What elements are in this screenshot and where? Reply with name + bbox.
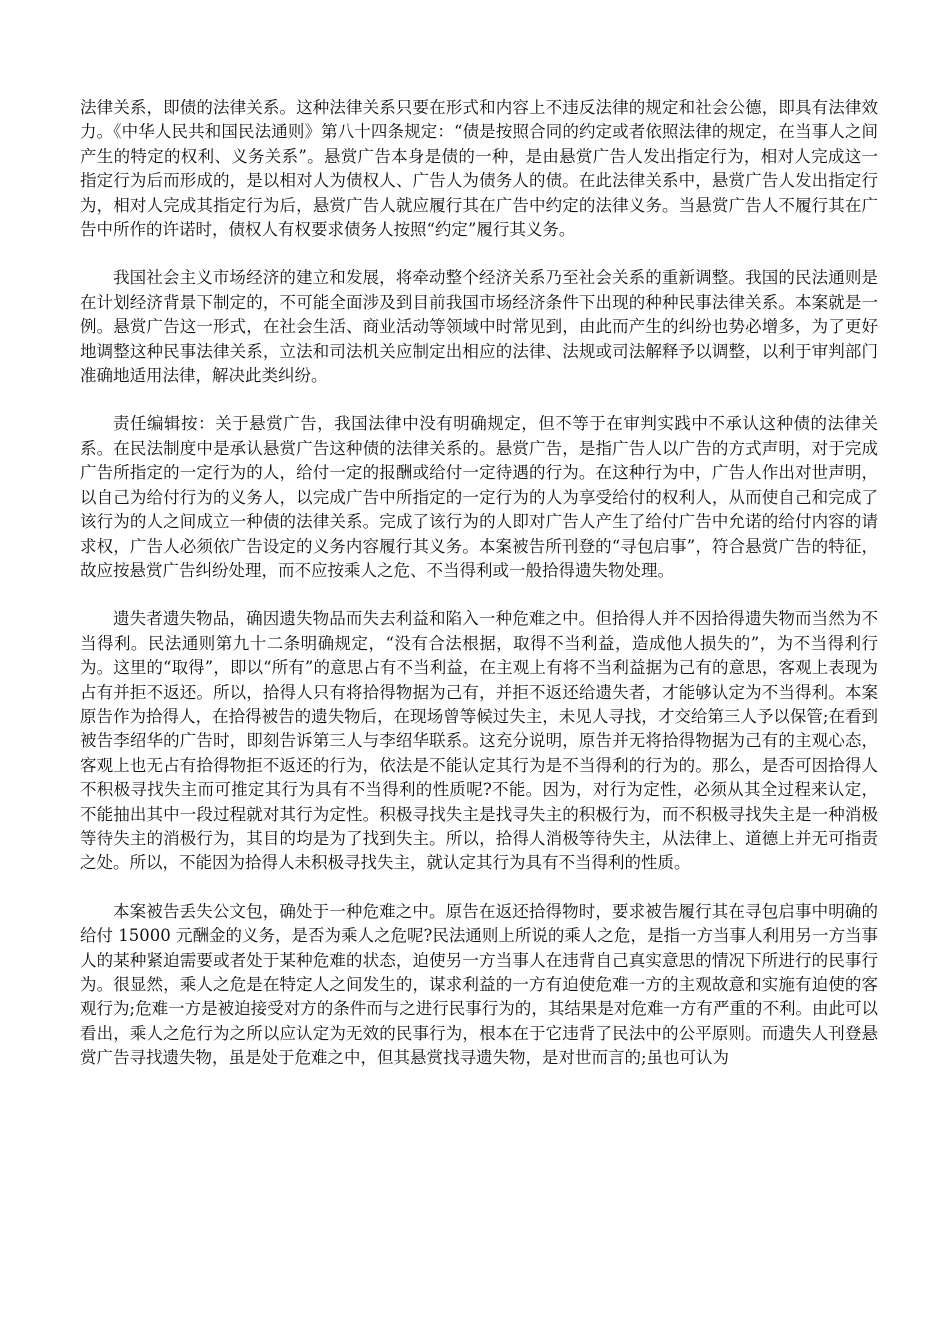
paragraph-unjust-enrichment: 遗失者遗失物品，确因遗失物品而失去利益和陷入一种危难之中。但拾得人并不因拾得遗失物而当然为不当得利。民法通则第九十二条明确规定，“没有合法根据，取得不当利益，造成他人损失的”，为不当得利行为。这里的“取得”，即以“所有”的意思占有不当利益，在主观上有将不当利益据为己有的意思，客观上表现为占有并拒不返还。所以，拾得人只有将拾得物据为己有，并拒不返还给遗失者，才能够认定为不当得利。本案原告作为拾得人，在拾得被告的遗失物后，在现场曾等候过失主，未见人寻找，才交给第三人予以保管;在看到被告李绍华的广告时，即刻告诉第三人与李绍华联系。这充分说明，原告并无将拾得物据为己有的主观心态，客观上也无占有拾得物拒不返还的行为，依法是不能认定其行为是不当得利的行为的。那么，是否可因拾得人不积极寻找失主而可推定其行为具有不当得利的性质呢?不能。因为，对行为定性，必须从其全过程来认定，不能抽出其中一段过程就对其行为定性。积极寻找失主是找寻失主的积极行为，而不积极寻找失主是一种消极等待失主的消极行为，其目的均是为了找到失主。所以，拾得人消极等待失主，从法律上、道德上并无可指责之处。所以，不能因为拾得人未积极寻找失主，就认定其行为具有不当得利的性质。 <box>80 609 878 873</box>
paragraph-market-economy: 我国社会主义市场经济的建立和发展，将牵动整个经济关系乃至社会关系的重新调整。我国的民法通则是在计划经济背景下制定的，不可能全面涉及到目前我国市场经济条件下出现的种种民事法律关系。本案就是一例。悬赏广告这一形式，在社会生活、商业活动等领域中时常见到，由此而产生的纠纷也势必增多，为了更好地调整这种民事法律关系，立法和司法机关应制定出相应的法律、法规或司法解释予以调整，以利于审判部门准确地适用法律，解决此类纠纷。 <box>80 268 878 386</box>
paragraph-editor-note: 责任编辑按：关于悬赏广告，我国法律中没有明确规定，但不等于在审判实践中不承认这种债的法律关系。在民法制度中是承认悬赏广告这种债的法律关系的。悬赏广告，是指广告人以广告的方式声明，对于完成广告所指定的一定行为的人，给付一定的报酬或给付一定待遇的行为。在这种行为中，广告人作出对世声明，以自己为给付行为的义务人，以完成广告中所指定的一定行为的人为享受给付的权利人，从而使自己和完成了该行为的人之间成立一种债的法律关系。完成了该行为的人即对广告人产生了给付广告中允诺的给付内容的请求权，广告人必须依广告设定的义务内容履行其义务。本案被告所刊登的“寻包启事”，符合悬赏广告的特征，故应按悬赏广告纠纷处理，而不应按乘人之危、不当得利或一般拾得遗失物处理。 <box>80 414 878 580</box>
document-page <box>80 96 878 1071</box>
paragraph-taking-advantage: 本案被告丢失公文包，确处于一种危难之中。原告在返还拾得物时，要求被告履行其在寻包启事中明确的给付 15000 元酬金的义务，是否为乘人之危呢?民法通则上所说的乘人之危，是指一方当事人利用另一方当事人的某种紧迫需要或者处于某种危难的状态，迫使另一方当事人在违背自己真实意思的情况下所进行的民事行为。很显然，乘人之危是在特定人之间发生的，谋求利益的一方有迫使危难一方的主观故意和实施有迫使的客观行为;危难一方是被迫接受对方的条件而与之进行民事行为的，其结果是对危难一方有严重的不利。由此可以看出，乘人之危行为之所以应认定为无效的民事行为，根本在于它违背了民法中的公平原则。而遗失人刊登悬赏广告寻找遗失物，虽是处于危难之中，但其悬赏找寻遗失物，是对世而言的;虽也可认为 <box>80 901 878 1068</box>
paragraph-legal-relation: 法律关系，即债的法律关系。这种法律关系只要在形式和内容上不违反法律的规定和社会公德，即具有法律效力。《中华人民共和国民法通则》第八十四条规定：“债是按照合同的约定或者依照法律的规定，在当事人之间产生的特定的权利、义务关系”。悬赏广告本身是债的一种，是由悬赏广告人发出指定行为，相对人完成这一指定行为后而形成的，是以相对人为债权人、广告人为债务人的债。在此法律关系中，悬赏广告人发出指定行为，相对人完成其指定行为后，悬赏广告人就应履行其在广告中约定的法律义务。当悬赏广告人不履行其在广告中所作的许诺时，债权人有权要求债务人按照“约定”履行其义务。 <box>80 98 878 240</box>
